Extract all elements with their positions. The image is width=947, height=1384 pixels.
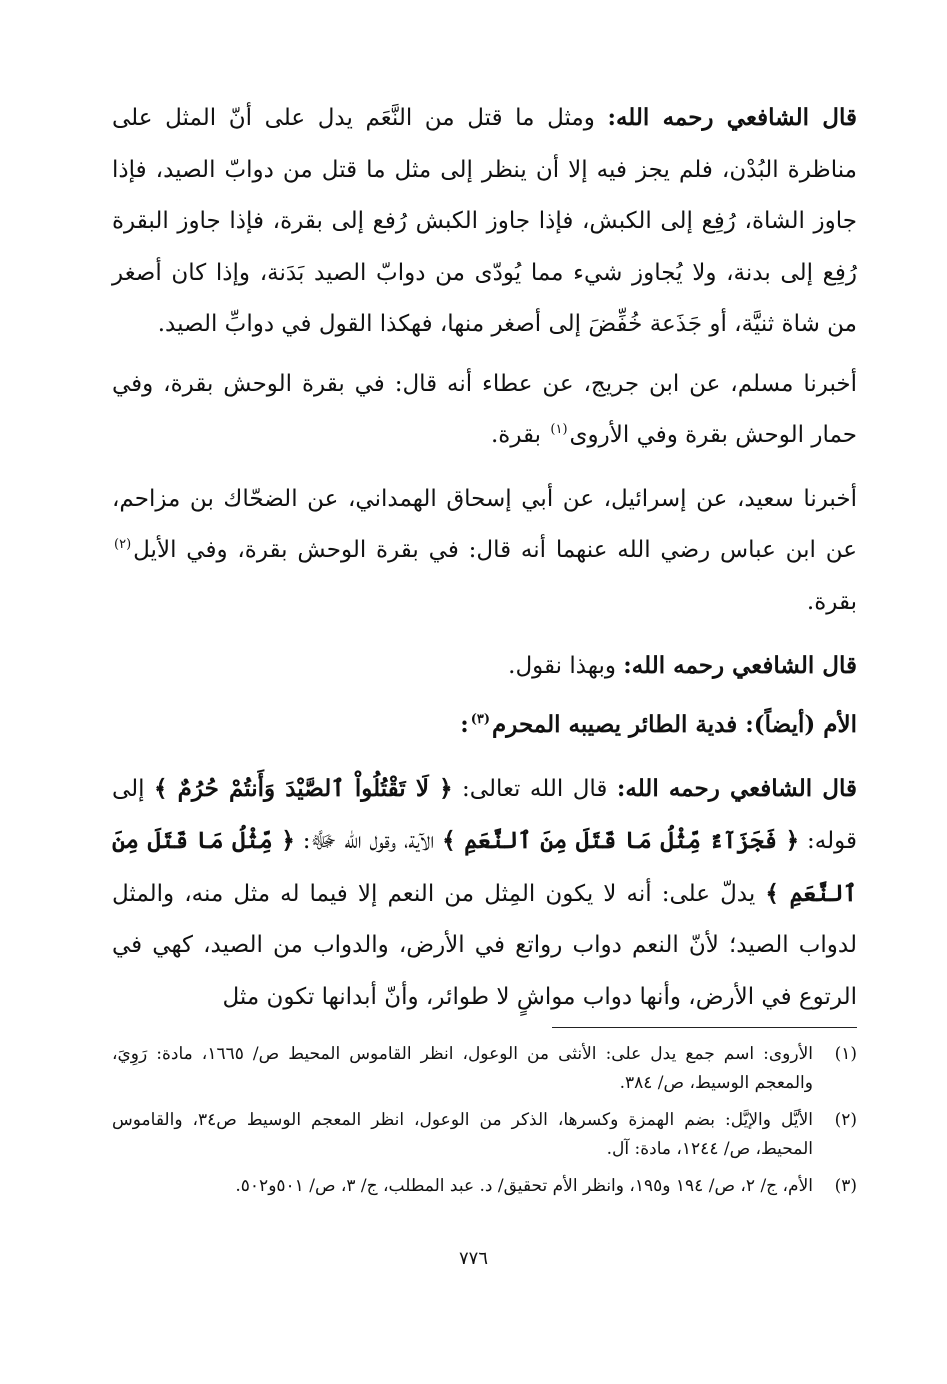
footnote-text: الأيَّل والإيَّل: بضم الهمزة وكسرها، الذكر من الوعول، انظر المعجم الوسيط ص٣٤، والقاموس المحيط، ص/ ١٢٤٤، مادة: آل. bbox=[112, 1110, 813, 1159]
footnote-3 bbox=[112, 1172, 857, 1201]
footnote-number: (١) bbox=[834, 1044, 857, 1064]
section-heading bbox=[112, 705, 857, 745]
paragraph-lead: قال الشافعي رحمه الله: bbox=[616, 774, 857, 802]
paragraph-narration-1 bbox=[112, 359, 857, 462]
footnote-ref-2[interactable]: (٢) bbox=[114, 537, 132, 553]
quran-verse: ﴿ لَا تَقْتُلُواْ ٱلصَّيْدَ وَأَنتُمْ حُرُمٌ ﴾ bbox=[154, 774, 453, 802]
quran-verse: ﴿ مِّثْلُ مَا قَتَلَ مِنَ ٱلنَّعَمِ ﴾ bbox=[112, 827, 857, 907]
footnote-ref-3[interactable]: (٣) bbox=[470, 711, 491, 727]
heading-text: الأم (أيضاً): فدية الطائر يصيبه المحرم bbox=[492, 710, 857, 738]
quran-verse: ﴿ فَجَزَآءٌ مِّثْلُ مَا قَتَلَ مِنَ ٱلنَّعَمِ ﴾ bbox=[442, 827, 800, 854]
paragraph-text: بقرة. bbox=[806, 588, 857, 615]
footnote-2 bbox=[112, 1106, 857, 1164]
paragraph-text: إلى قوله: bbox=[112, 775, 857, 854]
paragraph-lead: قال الشافعي رحمه الله: bbox=[607, 104, 857, 131]
paragraph-text: بقرة. bbox=[490, 422, 549, 448]
footnote-number: (٣) bbox=[834, 1176, 857, 1196]
main-text bbox=[112, 92, 857, 1035]
heading-suffix: : bbox=[460, 710, 469, 738]
paragraph-text: أخبرنا مسلم، عن ابن جريج، عن عطاء أنه قال: في بقرة الوحش بقرة، وفي حمار الوحش بقرة وفي الأروى bbox=[112, 370, 857, 448]
paragraph-text: قال الله تعالى: bbox=[452, 775, 617, 802]
paragraph-text: ومثل ما قتل من النَّعَم يدل على أنّ المثل على مناظرة البُدْن، فلم يجز فيه إلا أن ينظر إلى مثل ما قتل من دوابّ الصيد، فإذا جاوز الشاة، رُفِع إلى الكبش، فإذا جاوز الكبش رُفع إلى بقرة، فإذا جاوز البقرة رُفِع إلى بدنة، ولا يُجاوز شيء مما يُودّى من دوابّ الصيد بَدَنة، وإذا كان أصغر من شاة ثنيَّة، أو جَذَعة خُفِّضَ إلى أصغر منها، فهكذا القول في دوابِّ الصيد. bbox=[112, 105, 857, 337]
paragraph-shafii-2 bbox=[112, 640, 857, 693]
paragraph-shafii-1 bbox=[112, 92, 857, 351]
paragraph-lead: قال الشافعي رحمه الله: bbox=[623, 652, 857, 679]
footnote-text: الأروى: اسم جمع يدل على: الأنثى من الوعول، انظر القاموس المحيط ص/ ١٦٦٥، مادة: رَوِيَ، والمعجم الوسيط، ص/ ٣٨٤. bbox=[112, 1044, 814, 1093]
footnote-divider bbox=[552, 1027, 857, 1028]
footnote-ref-1[interactable]: (١) bbox=[550, 422, 568, 438]
paragraph-text: يدلّ على: أنه لا يكون المِثل من النعم إلا فيما له مثل منه، والمثل لدواب الصيد؛ لأنّ النعم دواب رواتع في الأرض، والدواب من الصيد، كهي في الرتوع في الأرض، وأنها دواب مواشٍ لا طوائر، وأنّ أبدانها تكون مثل bbox=[112, 880, 857, 1010]
page-number: ٧٧٦ bbox=[458, 1248, 488, 1269]
paragraph-text: الآية، وقول الله ﷻ: bbox=[294, 828, 443, 854]
footnote-1 bbox=[112, 1040, 857, 1098]
footnotes bbox=[112, 1040, 857, 1209]
paragraph-text: وبهذا نقول. bbox=[508, 653, 624, 679]
footnote-text: الأم، ج/ ٢، ص/ ١٩٤ و١٩٥، وانظر الأم تحقيق/ د. عبد المطلب، ج/ ٣، ص/ ٥٠١و٥٠٢. bbox=[235, 1176, 813, 1196]
paragraph-shafii-3 bbox=[112, 763, 857, 1024]
footnote-number: (٢) bbox=[834, 1110, 857, 1130]
paragraph-text: أخبرنا سعيد، عن إسرائيل، عن أبي إسحاق الهمداني، عن الضحّاك بن مزاحم، عن ابن عباس رضي الله عنهما أنه قال: في بقرة الوحش بقرة، وفي الأيل bbox=[112, 485, 857, 563]
paragraph-narration-2 bbox=[112, 474, 857, 629]
